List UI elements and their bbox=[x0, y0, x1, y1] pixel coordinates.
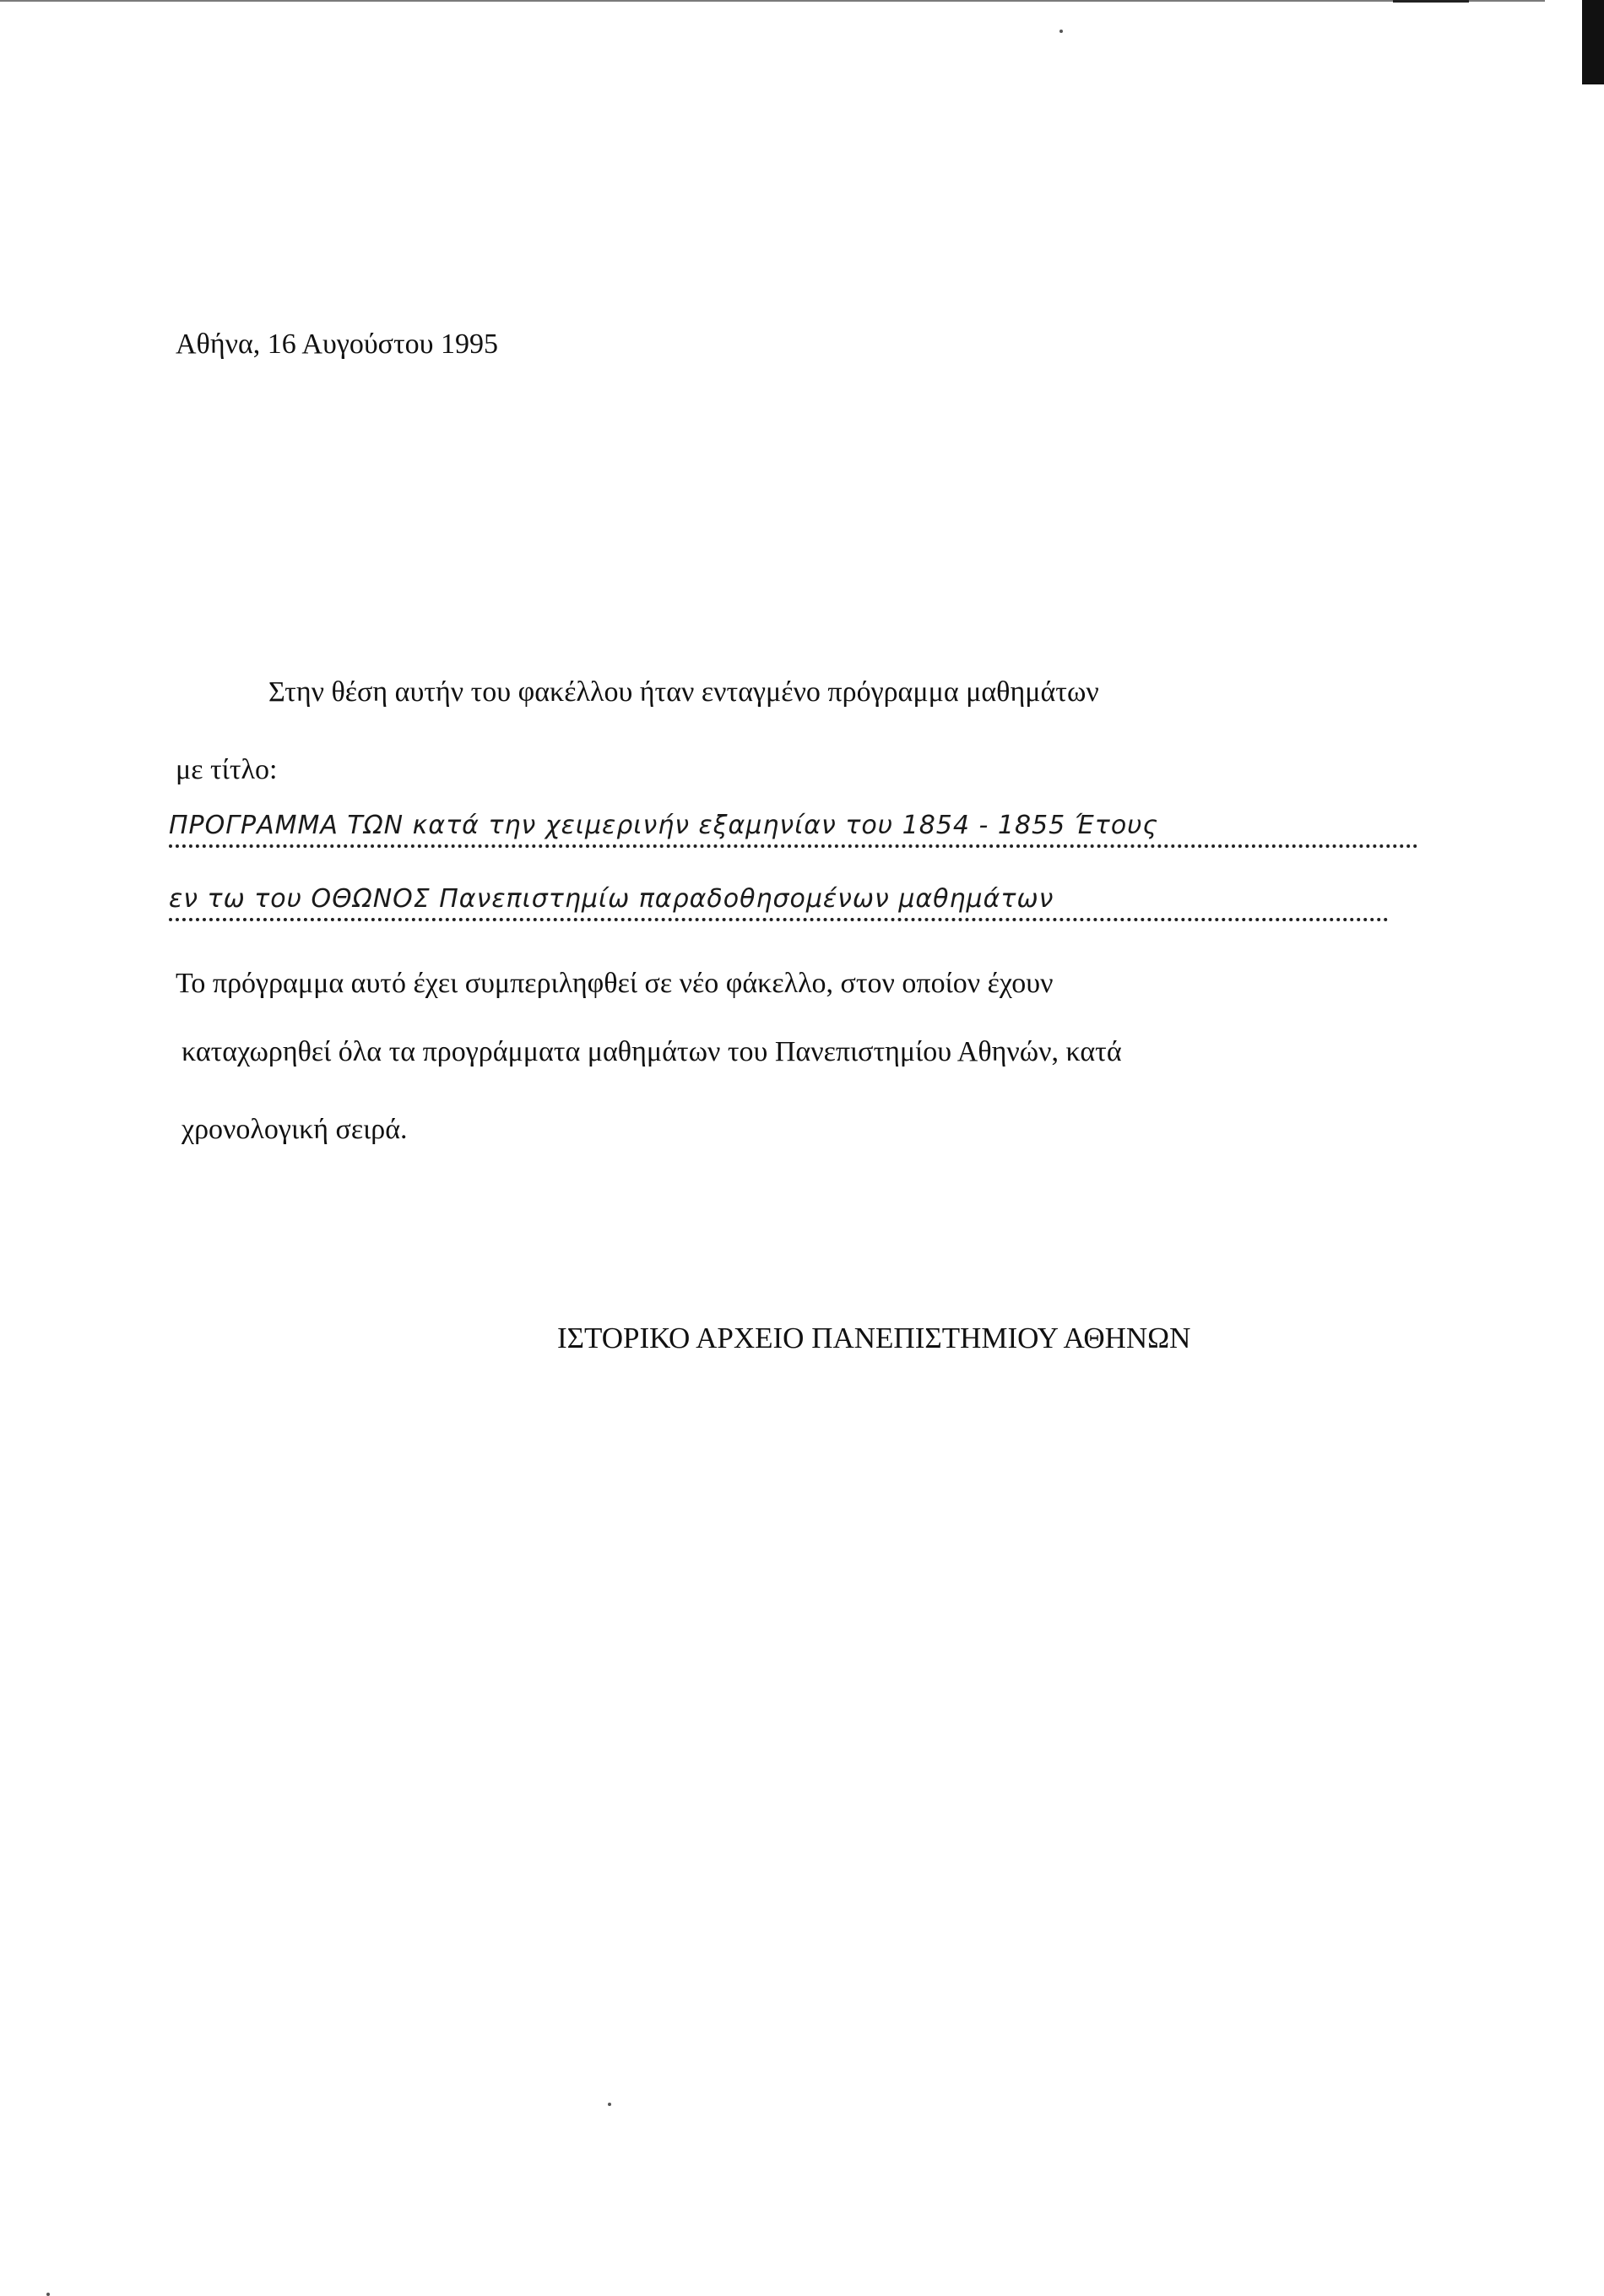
scan-edge-line bbox=[0, 0, 1545, 2]
scan-speck bbox=[46, 2293, 50, 2296]
scan-edge-mark bbox=[1393, 0, 1469, 3]
scan-edge-bar bbox=[1582, 0, 1604, 84]
body-line: Το πρόγραμμα αυτό έχει συμπεριληφθεί σε νέο φάκελλο, στον οποίον έχουν bbox=[176, 968, 1054, 999]
title-label: με τίτλο: bbox=[176, 754, 278, 785]
intro-paragraph: Στην θέση αυτήν του φακέλλου ήταν ενταγμένο πρόγραμμα μαθημάτων bbox=[268, 676, 1099, 708]
handwritten-title-line: εν τω του ΟΘΩΝΟΣ Πανεπιστημίω παραδοθησομένων μαθημάτων bbox=[169, 882, 1389, 921]
scan-speck bbox=[1059, 30, 1063, 33]
handwritten-title-line: ΠΡΟΓΡΑΜΜΑ ΤΩΝ κατά την χειμερινήν εξαμηνίαν του 1854 - 1855 Έτους bbox=[169, 809, 1418, 848]
scan-speck bbox=[608, 2103, 611, 2106]
body-line: χρονολογική σειρά. bbox=[182, 1114, 408, 1145]
body-line: καταχωρηθεί όλα τα προγράμματα μαθημάτων του Πανεπιστημίου Αθηνών, κατά bbox=[182, 1036, 1122, 1067]
letter-date: Αθήνα, 16 Αυγούστου 1995 bbox=[176, 328, 499, 360]
signature-institution: ΙΣΤΟΡΙΚΟ ΑΡΧΕΙΟ ΠΑΝΕΠΙΣΤΗΜΙΟΥ ΑΘΗΝΩΝ bbox=[557, 1322, 1191, 1354]
